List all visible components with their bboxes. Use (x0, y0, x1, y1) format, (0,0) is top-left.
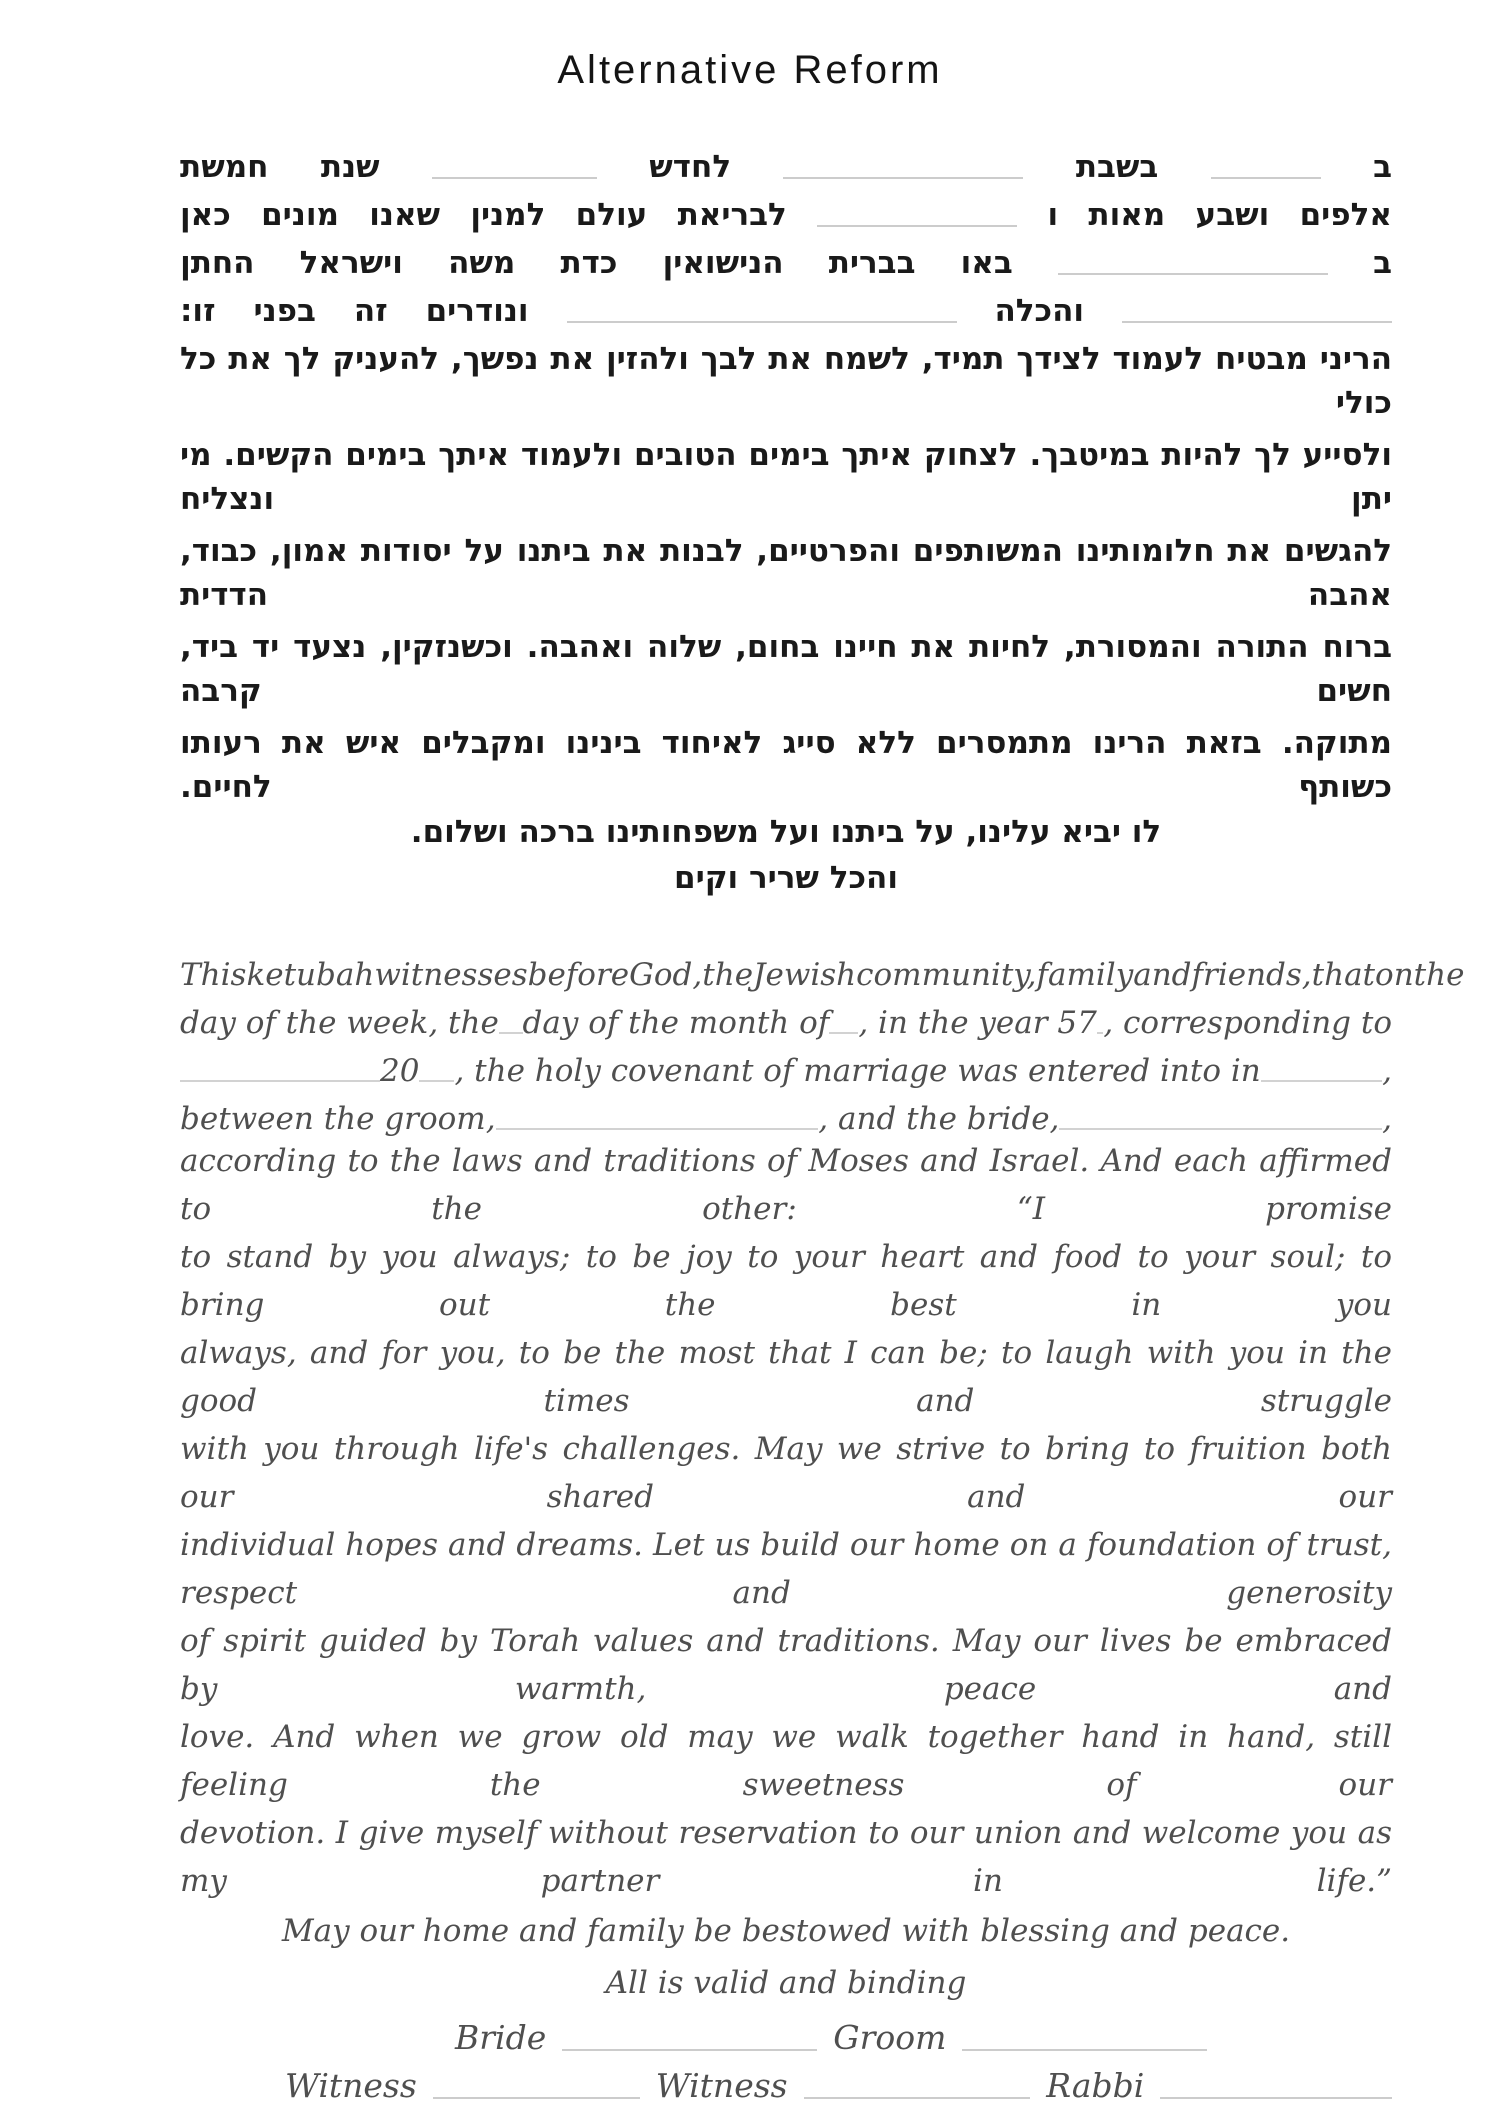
word: ושבע (1195, 197, 1270, 233)
english-date-line-3 (180, 1041, 1392, 1089)
bride-name-blank-field (567, 320, 957, 323)
word: witnesses (374, 957, 528, 993)
word: מאות (1088, 197, 1166, 233)
word: ונודרים (425, 293, 529, 329)
word: family (1036, 957, 1134, 993)
hebrew-word: ב (1373, 245, 1392, 281)
english-section (180, 945, 1465, 2105)
hebrew-paragraph-line: מתוקה. בזאת הרינו מתמסרים ללא סייג לאיחוד בינינו ומקבלים איש את רעותו כשותף לחיים. (180, 725, 1392, 805)
word: community, (856, 957, 1037, 993)
ketubah-document (0, 48, 1500, 2105)
place-blank-field (1261, 1079, 1382, 1082)
word: בברית (828, 245, 916, 281)
hebrew-word: לחדש (649, 149, 732, 185)
hebrew-names-line (180, 281, 1392, 329)
word: זה (353, 293, 388, 329)
english-date-line-2 (180, 993, 1392, 1041)
word: and (1133, 957, 1192, 993)
english-paragraph-line: always, and for you, to be the most that I can be; to laugh with you in the good times and struggle (180, 1335, 1392, 1419)
hebrew-place-line (180, 233, 1392, 281)
word: ketubah (246, 957, 375, 993)
bride-signature-blank-field (562, 2048, 817, 2051)
word: כדת (560, 245, 618, 281)
word: the (702, 957, 754, 993)
hebrew-paragraph-line: ולסייע לך להיות במיטבך. לצחוק איתך בימים הטובים ולעמוד איתך בימים הקשים. מי יתן ונצליח (180, 437, 1392, 517)
word: מונים (261, 197, 339, 233)
signature-row-officiants (285, 2057, 1392, 2105)
groom-label: Groom (833, 2018, 947, 2057)
word: friends, (1191, 957, 1312, 993)
english-paragraph-line: of spirit guided by Torah values and traditions. May our lives be embraced by warmth, peace and (180, 1623, 1392, 1707)
page-title: Alternative Reform (557, 48, 943, 92)
bride-label: Bride (455, 2018, 547, 2057)
word: the (1413, 957, 1465, 993)
word: עולם (575, 197, 648, 233)
word: that (1311, 957, 1376, 993)
english-vows-paragraph (180, 1137, 1392, 1905)
english-blessing-line: May our home and family be bestowed with blessing and peace. (281, 1913, 1291, 1949)
hebrew-date-line-1 (180, 137, 1392, 185)
english-paragraph-line: with you through life's challenges. May we strive to bring to fruition both our shared and our (180, 1431, 1392, 1515)
english-phrase: day of the week, the (180, 1005, 499, 1041)
hebrew-paragraph-line: ברוח התורה והמסורת, לחיות את חיינו בחום, שלוה ואהבה. וכשנזקין, נצעד יד ביד, חשים קרבה (180, 629, 1392, 709)
groom-signature-blank-field (962, 2048, 1207, 2051)
hebrew-word: בשבת (1075, 149, 1159, 185)
document-body (180, 137, 1465, 2105)
english-names-line (180, 1089, 1392, 1137)
secular-year-blank-field (419, 1079, 454, 1082)
word: משה (448, 245, 516, 281)
word: באו (960, 245, 1013, 281)
word: אלפים (1299, 197, 1392, 233)
year-blank-field (817, 224, 1017, 227)
day-blank-field (1211, 176, 1321, 179)
english-paragraph-line: individual hopes and dreams. Let us build our home on a foundation of trust, respect and generosity (180, 1527, 1392, 1611)
hebrew-blessing-line: לו יביא עלינו, על ביתנו ועל משפחותינו ברכה ושלום. (410, 814, 1162, 850)
word: ו (1047, 197, 1059, 233)
english-phrase: day of the month of (522, 1005, 830, 1041)
english-paragraph-line: love. And when we grow old may we walk together hand in hand, still feeling the sweetness of our (180, 1719, 1392, 1803)
comma: , (1382, 1101, 1392, 1137)
word: on (1375, 957, 1414, 993)
english-phrase: , and the bride, (818, 1101, 1060, 1137)
english-phrase: between the groom, (180, 1101, 496, 1137)
english-phrase: , the holy covenant of marriage was entered into in (454, 1053, 1261, 1089)
groom-name-blank-field (496, 1127, 819, 1130)
hebrew-vows-paragraph (180, 337, 1392, 809)
groom-name-blank-field (1122, 320, 1392, 323)
english-phrase: , in the year 57 (858, 1005, 1097, 1041)
hebrew-date-line-2 (180, 185, 1392, 233)
word: הנישואין (662, 245, 784, 281)
date-blank-field (499, 1031, 523, 1034)
english-phrase: 20 (380, 1053, 420, 1089)
month-blank-field (829, 1031, 858, 1034)
word: זו: (180, 293, 216, 329)
hebrew-word: ב (1373, 149, 1392, 185)
english-phrase: , corresponding to (1103, 1005, 1392, 1041)
month-blank-field (432, 176, 597, 179)
word: before (527, 957, 630, 993)
word: בפני (253, 293, 316, 329)
hebrew-word: שנת (320, 149, 380, 185)
rabbi-label: Rabbi (1046, 2066, 1145, 2105)
word: This (180, 957, 247, 993)
word: Jewish (753, 957, 857, 993)
date-blank-field (783, 176, 1023, 179)
word: God, (629, 957, 703, 993)
bride-name-blank-field (1059, 1127, 1382, 1130)
hebrew-closing-line: והכל שריר וקים (674, 860, 898, 896)
english-closing-line: All is valid and binding (605, 1965, 967, 2001)
hebrew-paragraph-line: הריני מבטיח לעמוד לצידך תמיד, לשמח את לבך ולהזין את נפשך, להעניק לך את כל כולי (180, 341, 1392, 421)
english-paragraph-line: devotion. I give myself without reservation to our union and welcome you as my partner in life.” (180, 1815, 1392, 1899)
english-date-line-1 (180, 945, 1465, 993)
english-paragraph-line: according to the laws and traditions of Moses and Israel. And each affirmed to the other: “I promise (180, 1143, 1392, 1227)
rabbi-signature-blank-field (1160, 2096, 1392, 2099)
witness-label: Witness (285, 2066, 417, 2105)
word: שאנו (369, 197, 441, 233)
word: למנין (470, 197, 546, 233)
word: וישראל (299, 245, 403, 281)
hebrew-word: והכלה (994, 293, 1085, 329)
hebrew-word: חמשת (180, 149, 269, 185)
witness-signature-blank-field (433, 2096, 640, 2099)
comma: , (1382, 1053, 1392, 1089)
hebrew-paragraph-line: להגשים את חלומותינו המשותפים והפרטיים, לבנות את ביתנו על יסודות אמון, כבוד, אהבה הדדית (180, 533, 1392, 613)
word: כאן (180, 197, 231, 233)
hebrew-section (180, 137, 1392, 901)
place-blank-field (1058, 272, 1328, 275)
english-paragraph-line: to stand by you always; to be joy to your heart and food to your soul; to bring out the best in you (180, 1239, 1392, 1323)
secular-date-blank-field (180, 1079, 380, 1082)
witness-label: Witness (655, 2066, 788, 2105)
signature-row-couple (455, 2009, 1392, 2057)
word: החתן (180, 245, 255, 281)
witness-signature-blank-field (804, 2096, 1031, 2099)
word: לבריאת (677, 197, 787, 233)
